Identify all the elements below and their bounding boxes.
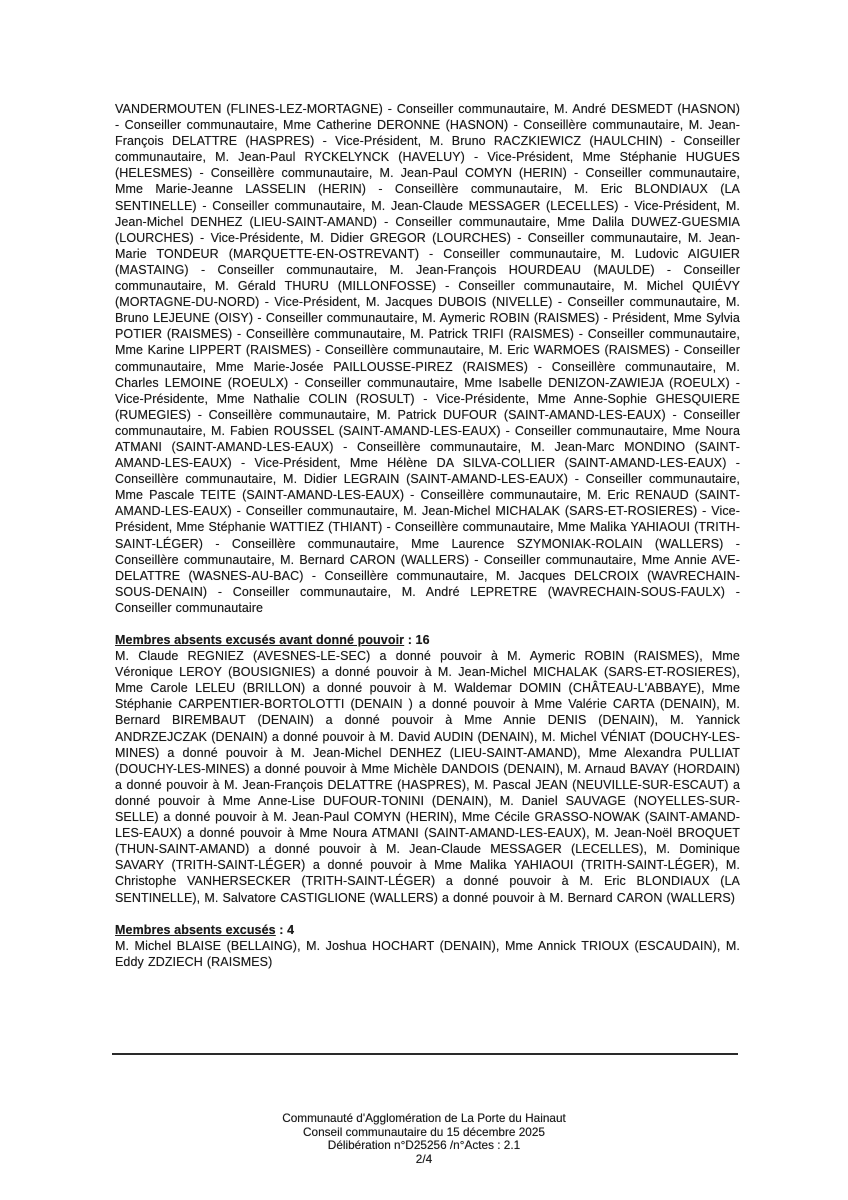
absent-excused-heading	[115, 922, 740, 938]
attendees-paragraph: VANDERMOUTEN (FLINES-LEZ-MORTAGNE) - Conseiller communautaire, M. André DESMEDT (HASNON) - Conseiller communautaire, Mme Catherine DERONNE (HASNON) - Conseillère communautaire, M. Jean-François DELATTRE (HASPRES) - Vice-Président, M. Bruno RACZKIEWICZ (HAULCHIN) - Conseiller communautaire, M. Jean-Paul RYCKELYNCK (HAVELUY) - Vice-Président, Mme Stéphanie HUGUES (HELESMES) - Conseillère communautaire, M. Jean-Paul COMYN (HERIN) - Conseiller communautaire, Mme Marie-Jeanne LASSELIN (HERIN) - Conseillère communautaire, M. Eric BLONDIAUX (LA SENTINELLE) - Conseiller communautaire, M. Jean-Claude MESSAGER (LECELLES) - Vice-Président, M. Jean-Michel DENHEZ (LIEU-SAINT-AMAND) - Conseiller communautaire, Mme Dalila DUWEZ-GUESMIA (LOURCHES) - Vice-Présidente, M. Didier GREGOR (LOURCHES) - Conseiller communautaire, M. Jean-Marie TONDEUR (MARQUETTE-EN-OSTREVANT) - Conseiller communautaire, M. Ludovic AIGUIER (MASTAING) - Conseiller communautaire, M. Jean-François HOURDEAU (MAULDE) - Conseiller communautaire, M. Gérald THURU (MILLONFOSSE) - Conseiller communautaire, M. Michel QUIÉVY (MORTAGNE-DU-NORD) - Vice-Président, M. Jacques DUBOIS (NIVELLE) - Conseiller communautaire, M. Bruno LEJEUNE (OISY) - Conseiller communautaire, M. Aymeric ROBIN (RAISMES) - Président, Mme Sylvia POTIER (RAISMES) - Conseillère communautaire, M. Patrick TRIFI (RAISMES) - Conseiller communautaire, Mme Karine LIPPERT (RAISMES) - Conseillère communautaire, M. Eric WARMOES (RAISMES) - Conseiller communautaire, Mme Marie-Josée PAILLOUSSE-PIREZ (RAISMES) - Conseillère communautaire, M. Charles LEMOINE (ROEULX) - Conseiller communautaire, Mme Isabelle DENIZON-ZAWIEJA (ROEULX) - Vice-Présidente, Mme Nathalie COLIN (ROSULT) - Vice-Présidente, Mme Anne-Sophie GHESQUIERE (RUMEGIES) - Conseillère communautaire, M. Patrick DUFOUR (SAINT-AMAND-LES-EAUX) - Conseiller communautaire, M. Fabien ROUSSEL (SAINT-AMAND-LES-EAUX) - Conseiller communautaire, Mme Noura ATMANI (SAINT-AMAND-LES-EAUX) - Conseillère communautaire, M. Jean-Marc MONDINO (SAINT-AMAND-LES-EAUX) - Vice-Président, Mme Hélène DA SILVA-COLLIER (SAINT-AMAND-LES-EAUX) - Conseillère communautaire, M. Didier LEGRAIN (SAINT-AMAND-LES-EAUX) - Conseiller communautaire, Mme Pascale TEITE (SAINT-AMAND-LES-EAUX) - Conseillère communautaire, M. Eric RENAUD (SAINT-AMAND-LES-EAUX) - Conseiller communautaire, M. Jean-Michel MICHALAK (SARS-ET-ROSIERES) - Vice-Président, Mme Stéphanie WATTIEZ (THIANT) - Conseillère communautaire, Mme Malika YAHIAOUI (TRITH-SAINT-LÉGER) - Conseillère communautaire, Mme Laurence SZYMONIAK-ROLAIN (WALLERS) - Conseillère communautaire, M. Bernard CARON (WALLERS) - Conseiller communautaire, Mme Annie AVE-DELATTRE (WASNES-AU-BAC) - Conseillère communautaire, M. Jacques DELCROIX (WAVRECHAIN-SOUS-DENAIN) - Conseiller communautaire, M. André LEPRETRE (WAVRECHAIN-SOUS-FAULX) - Conseiller communautaire	[115, 102, 740, 615]
absent-excused-paragraph: M. Michel BLAISE (BELLAING), M. Joshua HOCHART (DENAIN), Mme Annick TRIOUX (ESCAUDAIN), M. Eddy ZDZIECH (RAISMES)	[115, 938, 740, 969]
page-footer	[0, 1112, 848, 1166]
absent-excused-heading-separator: :	[275, 922, 288, 937]
absent-with-proxy-paragraph: M. Claude REGNIEZ (AVESNES-LE-SEC) a donné pouvoir à M. Aymeric ROBIN (RAISMES), Mme Véronique LEROY (BOUSIGNIES) a donné pouvoir à M. Jean-Michel MICHALAK (SARS-ET-ROSIERES), Mme Carole LELEU (BRILLON) a donné pouvoir à M. Waldemar DOMIN (CHÂTEAU-L'ABBAYE), Mme Stéphanie CARPENTIER-BORTOLOTTI (DENAIN ) a donné pouvoir à Mme Valérie CARTA (DENAIN), M. Bernard BIREMBAUT (DENAIN) a donné pouvoir à Mme Annie DENIS (DENAIN), M. Yannick ANDRZEJCZAK (DENAIN) a donné pouvoir à M. David AUDIN (DENAIN), M. Michel VÉNIAT (DOUCHY-LES-MINES) a donné pouvoir à M. Jean-Michel DENHEZ (LIEU-SAINT-AMAND), Mme Alexandra PULLIAT (DOUCHY-LES-MINES) a donné pouvoir à Mme Michèle DANDOIS (DENAIN), M. Arnaud BAVAY (HORDAIN) a donné pouvoir à M. Jean-François DELATTRE (HASPRES), M. Pascal JEAN (NEUVILLE-SUR-ESCAUT) a donné pouvoir à Mme Anne-Lise DUFOUR-TONINI (DENAIN), M. Daniel SAUVAGE (NOYELLES-SUR-SELLE) a donné pouvoir à M. Jean-Paul COMYN (HERIN), Mme Cécile GRASSO-NOWAK (SAINT-AMAND-LES-EAUX) a donné pouvoir à Mme Noura ATMANI (SAINT-AMAND-LES-EAUX), M. Jean-Noël BROQUET (THUN-SAINT-AMAND) a donné pouvoir à M. Jean-Claude MESSAGER (LECELLES), M. Dominique SAVARY (TRITH-SAINT-LÉGER) a donné pouvoir à Mme Malika YAHIAOUI (TRITH-SAINT-LÉGER), M. Christophe VANHERSECKER (TRITH-SAINT-LÉGER) a donné pouvoir à M. Eric BLONDIAUX (LA SENTINELLE), M. Salvatore CASTIGLIONE (WALLERS) a donné pouvoir à M. Bernard CARON (WALLERS)	[115, 649, 740, 905]
footer-deliberation-reference: Délibération n°D25256 /n°Actes : 2.1	[327, 1138, 521, 1153]
document-body	[115, 101, 740, 970]
absent-with-proxy-heading	[115, 632, 740, 648]
absent-with-proxy-count: 16	[415, 633, 430, 647]
absent-excused-count: 4	[287, 922, 295, 937]
footer-meeting-date: Conseil communautaire du 15 décembre 2025	[303, 1124, 545, 1139]
absent-with-proxy-heading-separator: :	[404, 633, 416, 647]
footer-organization: Communauté d'Agglomération de La Porte du Hainaut	[282, 1111, 566, 1125]
absent-excused-heading-title: Membres absents excusés	[115, 922, 276, 937]
footer-divider-line	[112, 1053, 738, 1055]
absent-with-proxy-heading-title: Membres absents excusés avant donné pouvoir	[115, 633, 405, 647]
footer-page-number: 2/4	[415, 1151, 433, 1166]
